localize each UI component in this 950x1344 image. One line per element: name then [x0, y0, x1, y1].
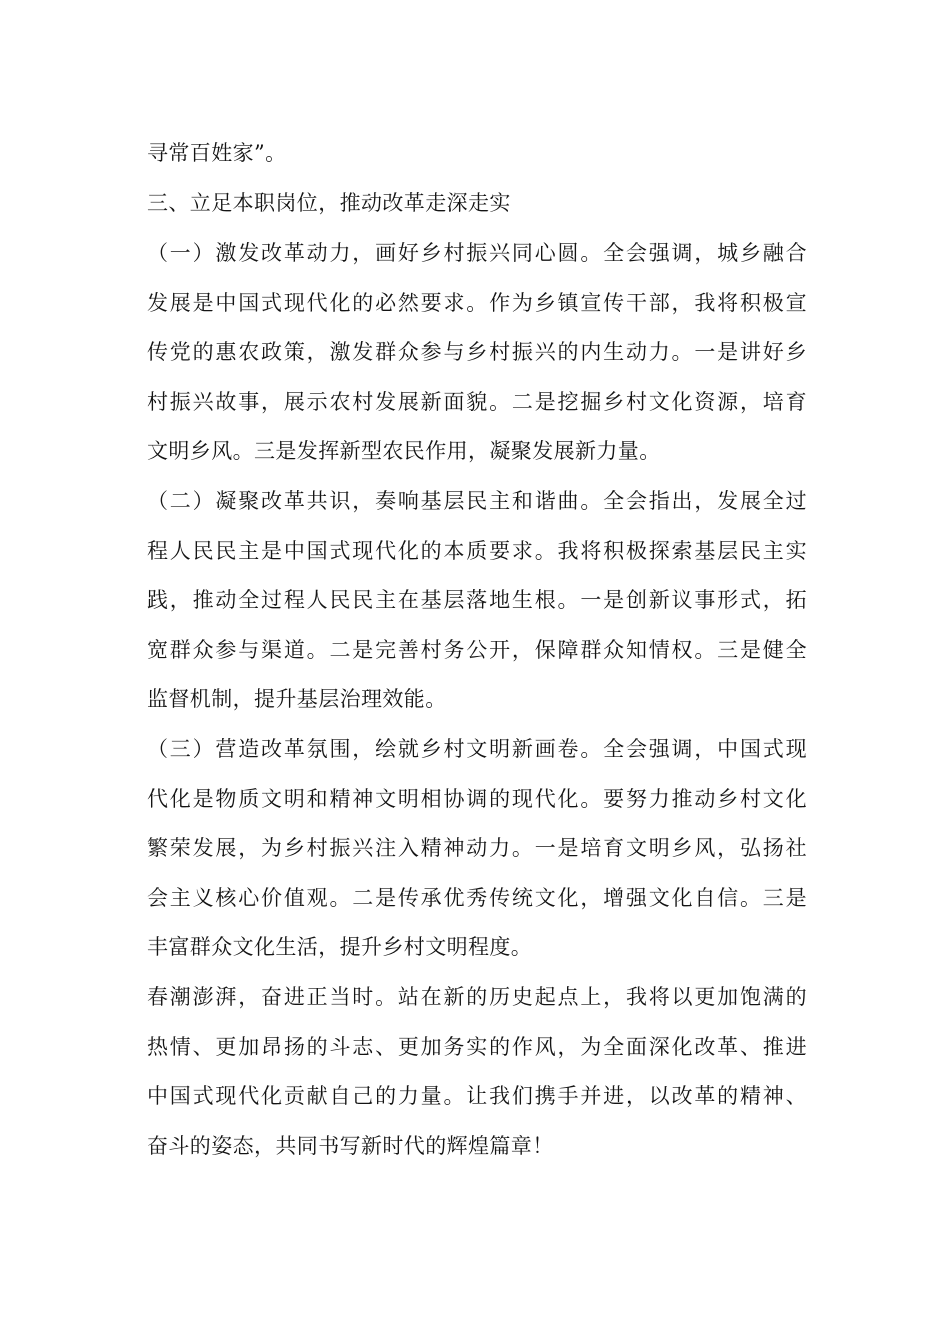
paragraph-line: 宽群众参与渠道。二是完善村务公开，保障群众知情权。三是健全: [147, 638, 807, 662]
paragraph-line: 热情、更加昂扬的斗志、更加务实的作风，为全面深化改革、推进: [147, 1035, 807, 1059]
paragraph-line: 繁荣发展，为乡村振兴注入精神动力。一是培育文明乡风，弘扬社: [147, 836, 807, 860]
paragraph-line: 丰富群众文化生活，提升乡村文明程度。: [147, 935, 533, 959]
paragraph-line: 奋斗的姿态，共同书写新时代的辉煌篇章！: [147, 1134, 554, 1158]
paragraph-line: 村振兴故事，展示农村发展新面貌。二是挖掘乡村文化资源，培育: [147, 390, 807, 414]
paragraph-line: 传党的惠农政策，激发群众参与乡村振兴的内生动力。一是讲好乡: [147, 340, 807, 364]
paragraph-line: （三）营造改革氛围，绘就乡村文明新画卷。全会强调，中国式现: [147, 737, 807, 761]
paragraph-line: 代化是物质文明和精神文明相协调的现代化。要努力推动乡村文化: [147, 787, 807, 811]
paragraph-line: 监督机制，提升基层治理效能。: [147, 687, 447, 711]
paragraph-line: 会主义核心价值观。二是传承优秀传统文化，增强文化自信。三是: [147, 886, 807, 910]
paragraph-line: （一）激发改革动力，画好乡村振兴同心圆。全会强调，城乡融合: [147, 241, 807, 265]
paragraph-line: 寻常百姓家”。: [147, 141, 287, 165]
paragraph-line: 发展是中国式现代化的必然要求。作为乡镇宣传干部，我将积极宣: [147, 291, 807, 315]
paragraph-line: 践，推动全过程人民民主在基层落地生根。一是创新议事形式，拓: [147, 588, 807, 612]
paragraph-line: 文明乡风。三是发挥新型农民作用，凝聚发展新力量。: [147, 439, 661, 463]
paragraph-line: 程人民民主是中国式现代化的本质要求。我将积极探索基层民主实: [147, 539, 807, 563]
paragraph-line: 中国式现代化贡献自己的力量。让我们携手并进，以改革的精神、: [147, 1084, 807, 1108]
paragraph-line: （二）凝聚改革共识，奏响基层民主和谐曲。全会指出，发展全过: [147, 489, 807, 513]
paragraph-line: 春潮澎湃，奋进正当时。站在新的历史起点上，我将以更加饱满的: [147, 985, 807, 1009]
section-heading: 三、立足本职岗位，推动改革走深走实: [147, 191, 511, 215]
